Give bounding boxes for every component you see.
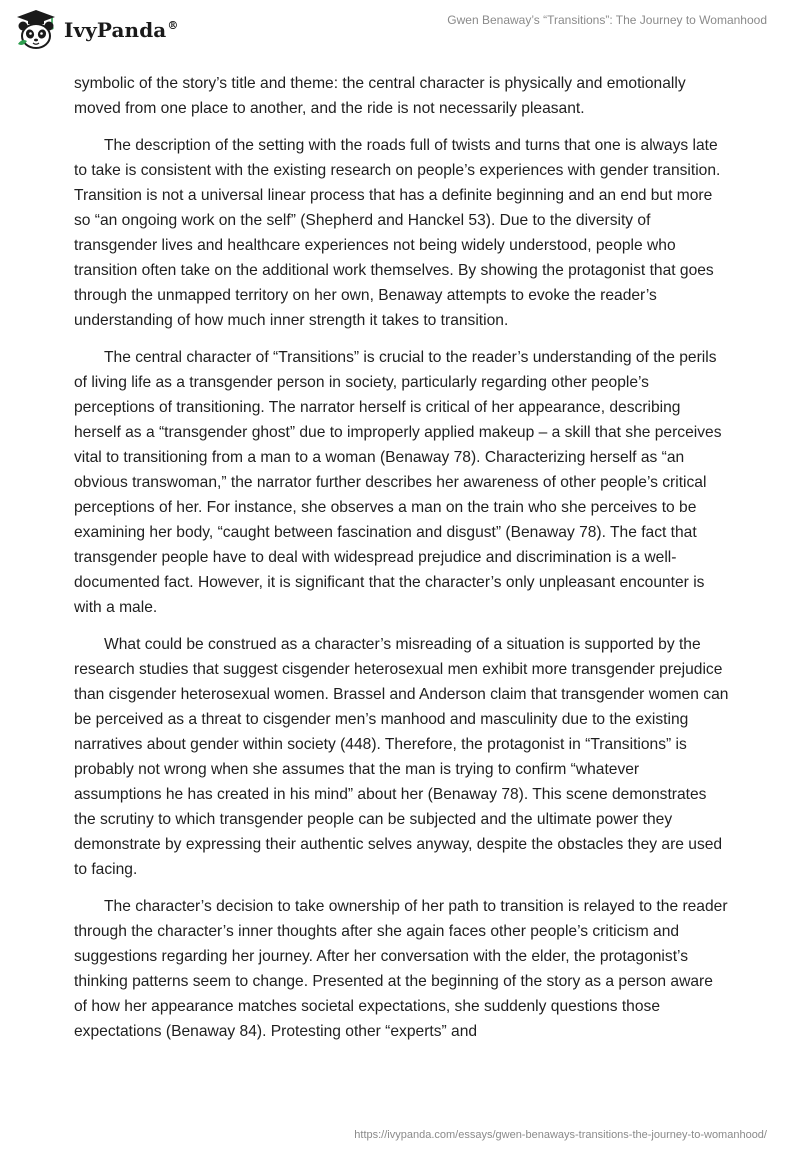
paragraph: The central character of “Transitions” is crucial to the reader’s understanding of the perils of living life as a transgender person in society, particularly regarding other people’s perceptions of transitioning. The narrator herself is critical of her appearance, describing herself as a “transgender ghost” due to improperly applied makeup – a skill that she perceives vital to transitioning from a man to a woman (Benaway 78). Characterizing herself as “an obvious transwoman,” the narrator further describes her awareness of other people’s critical perceptions of her. For instance, she observes a man on the train who she perceives to be examining her body, “caught between fascination and disgust” (Benaway 78). The fact that transgender people have to deal with widespread prejudice and discrimination is a well-documented fact. However, it is significant that the character’s only unpleasant encounter is with a male. [74,349,722,616]
paragraph: The description of the setting with the roads full of twists and turns that one is always late to take is consistent with the existing research on people’s experiences with gender transition. Transition is not a universal linear process that has a definite beginning and an end but more so “an ongoing work on the self” (Shepherd and Hanckel 53). Due to the diversity of transgender lives and healthcare experiences not being widely understood, people who transition often take on the additional work themselves. By showing the protagonist that goes through the unmapped territory on her own, Benaway attempts to evoke the reader’s understanding of how much inner strength it takes to transition. [74,137,721,329]
brand-name: IvyPanda® [64,18,179,42]
paragraph: The character’s decision to take ownership of her path to transition is relayed to the reader through the character’s inner thoughts after she again faces other people’s criticism and suggestions regarding her journey. After her conversation with the elder, the protagonist’s thinking patterns seem to change. Presented at the beginning of the story as a person aware of how her appearance matches societal expectations, she suddenly questions those expectations (Benaway 84). Protesting other “experts” and [74,898,728,1040]
paragraph-continued: symbolic of the story’s title and theme: the central character is physically and emotionally moved from one place to another, and the ride is not necessarily pleasant. [74,75,686,117]
essay-body [74,71,730,1056]
source-url[interactable]: https://ivypanda.com/essays/gwen-benaways-transitions-the-journey-to-womanhood/ [354,1129,767,1141]
paragraph: What could be construed as a character’s misreading of a situation is supported by the research studies that suggest cisgender heterosexual men exhibit more transgender prejudice than cisgender heterosexual women. Brassel and Anderson claim that transgender women can be perceived as a threat to cisgender men’s manhood and masculinity due to the existing narratives about gender within society (448). Therefore, the protagonist in “Transitions” is probably not wrong when she assumes that the man is trying to confirm “whatever assumptions he has created in his mind” about her (Benaway 78). This scene demonstrates the scrutiny to which transgender people can be subjected and the ultimate power they demonstrate by expressing their authentic selves anyway, despite the obstacles they are used to facing. [74,636,729,878]
brand-logo[interactable] [14,8,178,52]
page-header [0,0,800,62]
panda-graduate-icon [14,8,58,52]
document-title: Gwen Benaway’s “Transitions”: The Journey to Womanhood [447,13,767,27]
registered-mark: ® [167,19,179,33]
